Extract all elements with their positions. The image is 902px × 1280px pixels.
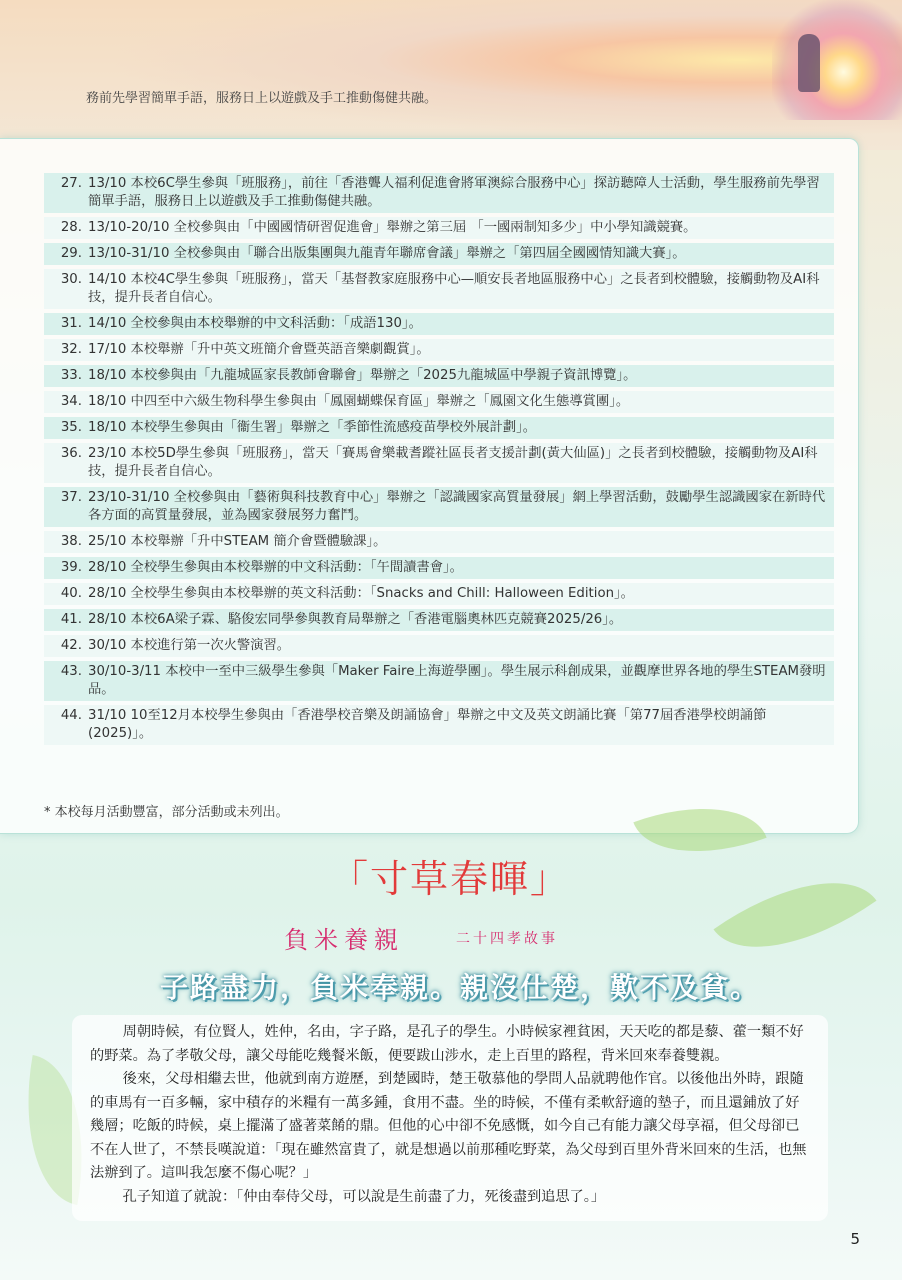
- activity-row: [44, 339, 834, 361]
- top-text-line: [86, 54, 786, 72]
- activity-text: 14/10 全校參與由本校舉辦的中文科活動：「成語130」。: [88, 316, 422, 331]
- activity-row: [44, 531, 834, 553]
- activity-text: 17/10 本校舉辦「升中英文班簡介會暨英語音樂劇觀賞」。: [88, 342, 430, 357]
- activity-number: 30.: [60, 272, 82, 287]
- activity-number: 27.: [60, 176, 82, 191]
- story-title: 「寸草春暉」: [330, 857, 571, 901]
- activity-text: 30/10 本校進行第一次火警演習。: [88, 638, 291, 653]
- activity-text: 18/10 本校參與由「九龍城區家長教師會聯會」舉辦之「2025九龍城區中學親子資訊博覽」。: [88, 368, 637, 383]
- activity-row: [44, 487, 834, 527]
- activity-number: 35.: [60, 420, 82, 435]
- activity-number: 33.: [60, 368, 82, 383]
- activity-text: 18/10 本校學生參與由「衞生署」舉辦之「季節性流感疫苗學校外展計劃」。: [88, 420, 537, 435]
- activity-row: [44, 705, 834, 745]
- activity-row: [44, 583, 834, 605]
- activity-text: 18/10 中四至中六級生物科學生參與由「鳳園蝴蝶保育區」舉辦之「鳳園文化生態導賞團」。: [88, 394, 630, 409]
- activity-number: 41.: [60, 612, 82, 627]
- activity-row: [44, 391, 834, 413]
- activity-number: 31.: [60, 316, 82, 331]
- activity-text: 14/10 本校4C學生參與「班服務」，當天「基督教家庭服務中心—順安長者地區服務中心」之長者到校體驗，接觸動物及AI科技，提升長者自信心。: [88, 272, 820, 305]
- story-paragraph: 後來，父母相繼去世，他就到南方遊歷，到楚國時，楚王敬慕他的學問人品就聘他作官。以後他出外時，跟隨的車馬有一百多輛，家中積存的米糧有一萬多鍾，食用不盡。坐的時候，不僅有柔軟舒適的墊子，而且還鋪放了好幾層；吃飯的時候，桌上擺滿了盛著菜餚的鼎。但他的心中卻不免感慨，如今自己有能力讓父母享福，但父母卻已不在人世了，不禁長嘆說道：「現在雖然富貴了，就是想過以前那種吃野菜，為父母到百里外背米回來的生活，也無法辦到了。這叫我怎麼不傷心呢？」: [90, 1071, 807, 1181]
- top-text-line: 務前先學習簡單手語，服務日上以遊戲及手工推動傷健共融。: [86, 91, 438, 106]
- activity-text: 25/10 本校舉辦「升中STEAM 簡介會暨體驗課」。: [88, 534, 387, 549]
- activity-number: 32.: [60, 342, 82, 357]
- activity-row: [44, 417, 834, 439]
- story-headline: 子路盡力，負米奉親。親沒仕楚，歎不及貧。: [160, 971, 761, 1004]
- activity-text: 23/10 本校5D學生參與「班服務」，當天「賽馬會樂載耆蹤社區長者支援計劃(黃大仙區)」之長者到校體驗，接觸動物及AI科技，提升長者自信心。: [88, 446, 818, 479]
- top-text-line: [86, 18, 786, 36]
- activity-number: 36.: [60, 446, 82, 461]
- activity-text: 13/10-20/10 全校參與由「中國國情研習促進會」舉辦之第三屆 「一國兩制知多少」中小學知識競賽。: [88, 220, 697, 235]
- activity-row: [44, 365, 834, 387]
- activity-text: 28/10 全校學生參與由本校舉辦的英文科活動：「Snacks and Chill: Halloween Edition」。: [88, 586, 634, 601]
- sunset-decoration: [772, 0, 902, 120]
- activity-row: [44, 313, 834, 335]
- story-subtitle: 負米養親: [284, 926, 404, 954]
- story-paragraph: 周朝時候，有位賢人，姓仲，名由，字子路，是孔子的學生。小時候家裡貧困，天天吃的都是藜、藿一類不好的野菜。為了孝敬父母，讓父母能吃幾餐米飯，便要跋山涉水，走上百里的路程，背米回來奉養雙親。: [90, 1024, 804, 1064]
- story-paragraph: 孔子知道了就說：「仲由奉侍父母，可以說是生前盡了力，死後盡到追思了。」: [122, 1188, 606, 1205]
- top-text-line: [86, 0, 786, 18]
- activity-number: 34.: [60, 394, 82, 409]
- top-text-line: [86, 72, 786, 90]
- activity-row: [44, 609, 834, 631]
- activity-number: 37.: [60, 490, 82, 505]
- activity-number: 43.: [60, 664, 82, 679]
- activity-text: 28/10 本校6A梁子霖、駱俊宏同學參與教育局舉辦之「香港電腦奧林匹克競賽2025/26」。: [88, 612, 623, 627]
- activity-number: 40.: [60, 586, 82, 601]
- page-number: 5: [850, 1230, 860, 1248]
- story-text-box: [72, 1015, 828, 1221]
- activity-number: 29.: [60, 246, 82, 261]
- activity-number: 28.: [60, 220, 82, 235]
- activity-text: 13/10 本校6C學生參與「班服務」，前往「香港聾人福利促進會將軍澳綜合服務中心」探訪聽障人士活動，學生服務前先學習簡單手語，服務日上以遊戲及手工推動傷健共融。: [88, 176, 820, 209]
- top-text: [86, 0, 786, 108]
- activity-text: 28/10 全校學生參與由本校舉辦的中文科活動：「午間讀書會」。: [88, 560, 463, 575]
- activity-row: [44, 269, 834, 309]
- meditating-figure-silhouette: [798, 34, 820, 92]
- top-banner: [0, 0, 902, 150]
- activities-panel: [0, 138, 859, 834]
- activity-number: 44.: [60, 708, 82, 723]
- activity-text: 30/10-3/11 本校中一至中三級學生參與「Maker Faire上海遊學團」。學生展示科創成果，並觀摩世界各地的學生STEAM發明品。: [88, 664, 826, 697]
- activity-number: 38.: [60, 534, 82, 549]
- activity-row: [44, 635, 834, 657]
- activity-row: [44, 661, 834, 701]
- top-text-line: [86, 36, 786, 54]
- activities-footnote: * 本校每月活動豐富，部分活動或未列出。: [44, 805, 289, 820]
- activity-row: [44, 443, 834, 483]
- activity-text: 23/10-31/10 全校參與由「藝術與科技教育中心」舉辦之「認識國家高質量發展」網上學習活動，鼓勵學生認識國家在新時代各方面的高質量發展，並為國家發展努力奮鬥。: [88, 490, 826, 523]
- activity-row: [44, 243, 834, 265]
- activities-list: [44, 173, 834, 749]
- activity-text: 31/10 10至12月本校學生參與由「香港學校音樂及朗誦協會」舉辦之中文及英文朗誦比賽「第77屆香港學校朗誦節(2025)」。: [88, 708, 767, 741]
- activity-row: [44, 217, 834, 239]
- activity-row: [44, 557, 834, 579]
- story-subtitle-small: 二十四孝故事: [456, 931, 558, 947]
- activity-number: 39.: [60, 560, 82, 575]
- activity-row: [44, 173, 834, 213]
- activity-text: 13/10-31/10 全校參與由「聯合出版集團與九龍青年聯席會議」舉辦之「第四屆全國國情知識大賽」。: [88, 246, 686, 261]
- activity-number: 42.: [60, 638, 82, 653]
